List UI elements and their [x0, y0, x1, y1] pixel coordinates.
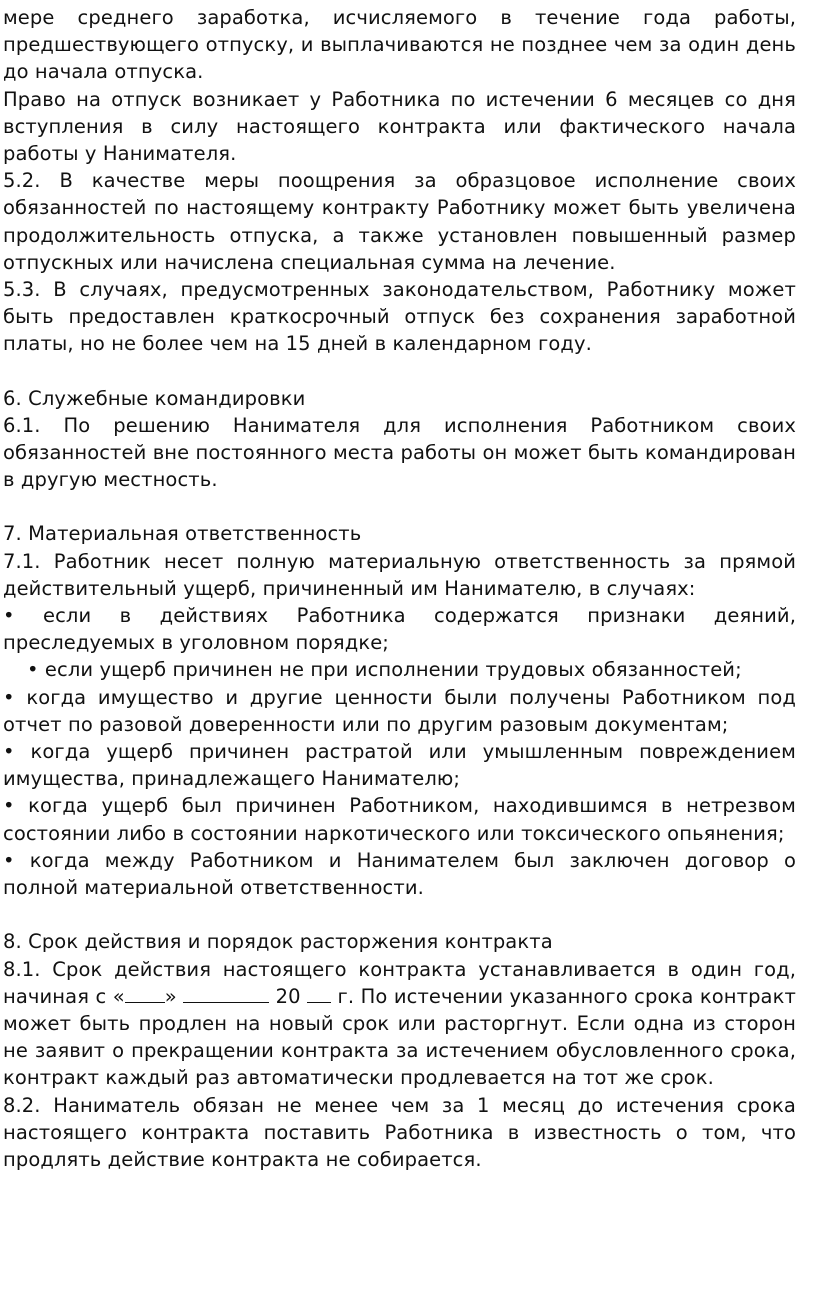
paragraph-5-2: 5.2. В качестве меры поощрения за образцовое исполнение своих обязанностей по настоящему контракту Работнику может быть увеличена продолжительность отпуска, а также установлен повышенный размер отпускных или начислена специальная сумма на лечение. — [3, 169, 796, 274]
paragraph-5-1-right: Право на отпуск возникает у Работника по истечении 6 месяцев со дня вступления в силу настоящего контракта или фактического начала работы у Нанимателя. — [3, 87, 796, 166]
section-6-heading: 6. Служебные командировки — [3, 386, 306, 410]
paragraph-6-1: 6.1. По решению Нанимателя для исполнения Работником своих обязанностей вне постоянного места работы он может быть командирован в другую местность. — [3, 413, 796, 492]
paragraph-8-1-start: 8.1. Срок действия настоящего контракта устанавливается в один год, начиная с « — [3, 957, 796, 1008]
paragraph-8-2: 8.2. Наниматель обязан не менее чем за 1 месяц до истечения срока настоящего контракта поставить Работника в известность о том, что продлять действие контракта не собирается. — [3, 1093, 796, 1171]
bullet-item: • если в действиях Работника содержатся признаки деяний, преследуемых в уголовном порядке; — [3, 604, 796, 655]
spacer — [3, 493, 796, 520]
year-blank — [307, 984, 331, 1003]
bullet-item: • когда ущерб был причинен Работником, находившимся в нетрезвом состоянии либо в состоянии наркотического или токсического опьянения; — [3, 794, 796, 845]
day-blank — [125, 984, 165, 1003]
paragraph-5-3: 5.3. В случаях, предусмотренных законодательством, Работнику может быть предоставлен краткосрочный отпуск без сохранения заработной платы, но не более чем на 15 дней в календарном году. — [3, 278, 796, 356]
paragraph-5-1-tail: мере среднего заработка, исчисляемого в течение года работы, предшествующего отпуску, и выплачиваются не позднее чем за один день до начала отпуска. — [3, 6, 796, 84]
paragraph-7-1: 7.1. Работник несет полную материальную ответственность за прямой действительный ущерб, причиненный им Нанимателю, в случаях: — [3, 549, 796, 600]
paragraph-8-1-rest: г. По истечении указанного срока контракт может быть продлен на новый срок или расторгнут. Если одна из сторон не заявит о прекращении контракта за истечением обусловленного срока, контракт каждый раз автоматически продлевается на тот же срок. — [3, 984, 796, 1090]
bullet-item: • когда между Работником и Нанимателем был заключен договор о полной материальной ответственности. — [3, 848, 796, 900]
section-7-heading: 7. Материальная ответственность — [3, 522, 362, 546]
section-8-heading: 8. Срок действия и порядок расторжения контракта — [3, 930, 553, 954]
spacer — [3, 358, 796, 385]
spacer — [3, 901, 796, 928]
paragraph-8-1 — [3, 956, 796, 1092]
month-blank — [183, 984, 269, 1003]
bullet-item: • если ущерб причинен не при исполнении трудовых обязанностей; — [27, 658, 742, 682]
bullet-item: • когда ущерб причинен растратой или умышленным повреждением имущества, принадлежащего Нанимателю; — [3, 740, 796, 791]
paragraph-8-1-century: 20 — [275, 984, 301, 1008]
paragraph-8-1-quote: » — [164, 984, 177, 1008]
bullet-item: • когда имущество и другие ценности были получены Работником под отчет по разовой доверенности или по другим разовым документам; — [3, 685, 796, 736]
